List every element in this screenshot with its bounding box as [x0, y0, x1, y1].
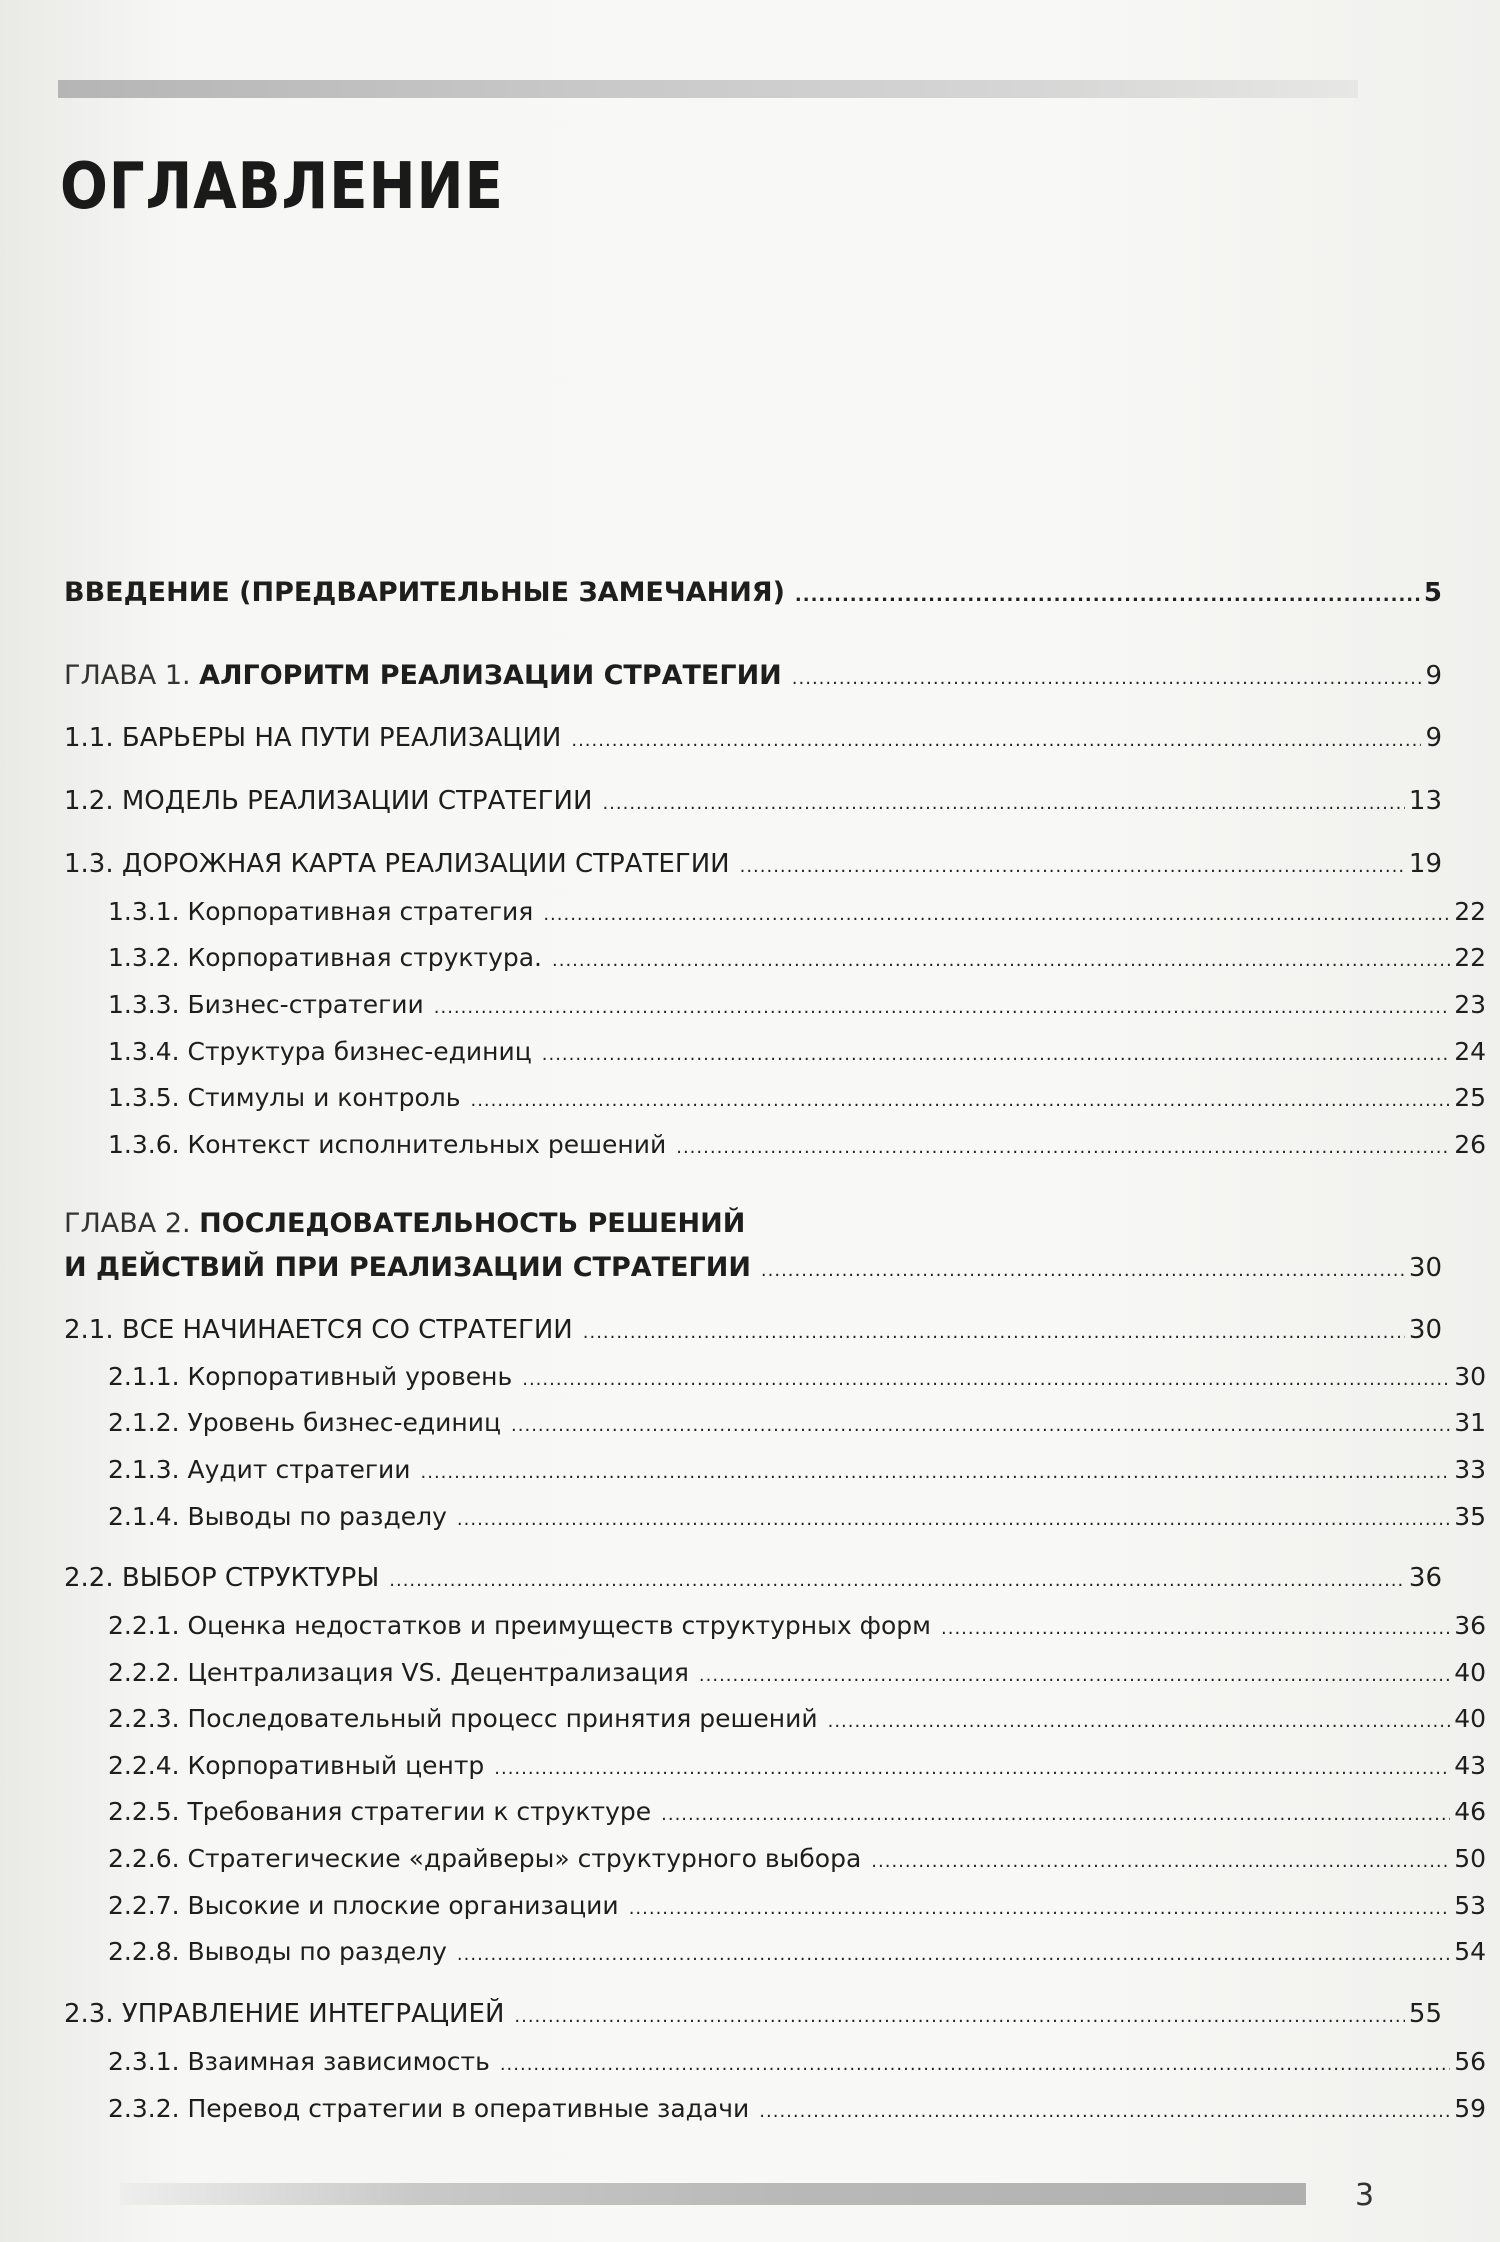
- toc-entry-title: 2.1.4. Выводы по разделу: [108, 1502, 447, 1531]
- toc-entry-introduction[interactable]: [64, 577, 1442, 608]
- toc-entry-page: 54: [1454, 1937, 1486, 1966]
- toc-entry-section[interactable]: [64, 1999, 1442, 2029]
- toc-entry-subsection[interactable]: [108, 1408, 1486, 1437]
- toc-entry-page: 56: [1454, 2047, 1486, 2076]
- toc-entry-page: 22: [1454, 943, 1486, 972]
- leader-dots: [421, 1462, 1451, 1483]
- chapter-prefix: ГЛАВА 1.: [64, 660, 191, 691]
- toc-entry-title: 1.3.5. Стимулы и контроль: [108, 1083, 461, 1112]
- footer-decorative-bar: [120, 2183, 1306, 2205]
- toc-entry-page: 46: [1454, 1797, 1486, 1826]
- toc-entry-title: 1.3.2. Корпоративная структура.: [108, 943, 543, 972]
- toc-entry-page: 33: [1454, 1455, 1486, 1484]
- toc-entry-section[interactable]: [64, 723, 1442, 753]
- leader-dots: [470, 1090, 1450, 1111]
- leader-dots: [511, 1415, 1450, 1436]
- toc-entry-title: 1.1. БАРЬЕРЫ НА ПУТИ РЕАЛИЗАЦИИ: [64, 723, 562, 753]
- toc-entry-chapter-1[interactable]: [64, 660, 1442, 691]
- page-title: ОГЛАВЛЕНИЕ: [60, 150, 504, 224]
- leader-dots: [941, 1618, 1450, 1639]
- toc-entry-subsection[interactable]: [108, 1797, 1486, 1826]
- toc-entry-title: 2.3.1. Взаимная зависимость: [108, 2047, 490, 2076]
- toc-entry-page: 30: [1408, 1315, 1442, 1345]
- toc-entry-page: 25: [1454, 1083, 1486, 1112]
- toc-entry-page: 22: [1454, 897, 1486, 926]
- leader-dots: [629, 1898, 1451, 1919]
- toc-entry-title: 2.2.2. Централизация VS. Децентрализация: [108, 1658, 689, 1687]
- leader-dots: [543, 904, 1450, 925]
- toc-entry-title: 2.2.6. Стратегические «драйверы» структурного выбора: [108, 1844, 862, 1873]
- toc-entry-subsection[interactable]: [108, 1611, 1486, 1640]
- toc-entry-title: 1.3.4. Структура бизнес-единиц: [108, 1037, 532, 1066]
- leader-dots: [571, 730, 1421, 751]
- toc-entry-page: 40: [1454, 1658, 1486, 1687]
- leader-dots: [676, 1137, 1450, 1158]
- toc-entry-title: 2.1.3. Аудит стратегии: [108, 1455, 411, 1484]
- toc-entry-page: 30: [1454, 1362, 1486, 1391]
- toc-entry-page: 9: [1425, 661, 1442, 691]
- toc-entry-page: 59: [1454, 2094, 1486, 2123]
- leader-dots: [542, 1044, 1450, 1065]
- toc-entry-title: 2.2.4. Корпоративный центр: [108, 1751, 485, 1780]
- toc-entry-title: 1.3.1. Корпоративная стратегия: [108, 897, 534, 926]
- toc-entry-subsection[interactable]: [108, 1704, 1486, 1733]
- toc-entry-page: 43: [1454, 1751, 1486, 1780]
- toc-entry-page: 55: [1408, 1999, 1442, 2029]
- toc-entry-subsection[interactable]: [108, 1455, 1486, 1484]
- toc-entry-title: 1.2. МОДЕЛЬ РЕАЛИЗАЦИИ СТРАТЕГИИ: [64, 786, 593, 816]
- toc-entry-title: 2.2.3. Последовательный процесс принятия решений: [108, 1704, 818, 1733]
- toc-entry-subsection[interactable]: [108, 990, 1486, 1019]
- toc-entry-title: 1.3. ДОРОЖНАЯ КАРТА РЕАЛИЗАЦИИ СТРАТЕГИИ: [64, 849, 730, 879]
- toc-entry-page: 23: [1454, 990, 1486, 1019]
- toc-entry-title: 2.2.8. Выводы по разделу: [108, 1937, 447, 1966]
- leader-dots: [792, 668, 1422, 689]
- toc-entry-subsection[interactable]: [108, 1844, 1486, 1873]
- toc-entry-title: ВВЕДЕНИЕ (ПРЕДВАРИТЕЛЬНЫЕ ЗАМЕЧАНИЯ): [64, 577, 785, 608]
- toc-entry-subsection[interactable]: [108, 1037, 1486, 1066]
- leader-dots: [457, 1944, 1450, 1965]
- leader-dots: [552, 950, 1450, 971]
- toc-entry-section[interactable]: [64, 1315, 1442, 1345]
- toc-entry-page: 30: [1408, 1253, 1442, 1283]
- toc-entry-title: 2.3.2. Перевод стратегии в оперативные задачи: [108, 2094, 750, 2123]
- leader-dots: [514, 2006, 1405, 2027]
- leader-dots: [759, 2101, 1450, 2122]
- toc-entry-subsection[interactable]: [108, 1891, 1486, 1920]
- toc-entry-page: 50: [1454, 1844, 1486, 1873]
- toc-entry-page: 31: [1454, 1408, 1486, 1437]
- toc-entry-subsection[interactable]: [108, 1083, 1486, 1112]
- toc-entry-section[interactable]: [64, 849, 1442, 879]
- toc-entry-title: 2.2.7. Высокие и плоские организации: [108, 1891, 619, 1920]
- toc-entry-title: 1.3.3. Бизнес-стратегии: [108, 990, 424, 1019]
- leader-dots: [457, 1509, 1450, 1530]
- chapter-title: АЛГОРИТМ РЕАЛИЗАЦИИ СТРАТЕГИИ: [199, 660, 782, 691]
- toc-entry-page: 13: [1408, 786, 1442, 816]
- toc-entry-page: 26: [1454, 1130, 1486, 1159]
- toc-entry-page: 36: [1454, 1611, 1486, 1640]
- toc-entry-chapter-2-line1: [64, 1208, 745, 1239]
- toc-entry-title: 2.1.1. Корпоративный уровень: [108, 1362, 513, 1391]
- leader-dots: [602, 793, 1404, 814]
- toc-entry-title: 2.2. ВЫБОР СТРУКТУРЫ: [64, 1563, 380, 1593]
- toc-entry-page: 36: [1408, 1563, 1442, 1593]
- chapter-prefix: ГЛАВА 2.: [64, 1208, 191, 1239]
- leader-dots: [434, 997, 1450, 1018]
- toc-entry-page: 35: [1454, 1502, 1486, 1531]
- leader-dots: [828, 1711, 1451, 1732]
- toc-entry-title: [64, 660, 782, 691]
- toc-entry-section[interactable]: [64, 786, 1442, 816]
- toc-entry-section[interactable]: [64, 1563, 1442, 1593]
- leader-dots: [871, 1851, 1450, 1872]
- toc-entry-title: 2.3. УПРАВЛЕНИЕ ИНТЕГРАЦИЕЙ: [64, 1999, 505, 2029]
- leader-dots: [740, 856, 1405, 877]
- toc-entry-subsection[interactable]: [108, 1362, 1486, 1391]
- toc-entry-subsection[interactable]: [108, 1502, 1486, 1531]
- leader-dots: [522, 1369, 1450, 1390]
- toc-entry-title: 2.1. ВСЕ НАЧИНАЕТСЯ СО СТРАТЕГИИ: [64, 1315, 573, 1345]
- leader-dots: [389, 1570, 1405, 1591]
- page-number: 3: [1355, 2178, 1375, 2213]
- leader-dots: [795, 585, 1420, 606]
- toc-entry-chapter-2[interactable]: [64, 1252, 1442, 1283]
- toc-entry-subsection[interactable]: [108, 897, 1486, 926]
- chapter-title-line2: И ДЕЙСТВИЙ ПРИ РЕАЛИЗАЦИИ СТРАТЕГИИ: [64, 1252, 751, 1283]
- toc-entry-title: 2.1.2. Уровень бизнес-единиц: [108, 1408, 502, 1437]
- leader-dots: [761, 1260, 1405, 1281]
- toc-entry-page: 9: [1425, 723, 1442, 753]
- toc-entry-page: 24: [1454, 1037, 1486, 1066]
- toc-entry-title: 2.2.1. Оценка недостатков и преимуществ структурных форм: [108, 1611, 931, 1640]
- toc-entry-page: 5: [1423, 578, 1442, 608]
- toc-entry-subsection[interactable]: [108, 1130, 1486, 1159]
- toc-entry-subsection[interactable]: [108, 1658, 1486, 1687]
- toc-entry-page: 40: [1454, 1704, 1486, 1733]
- toc-entry-title: 1.3.6. Контекст исполнительных решений: [108, 1130, 667, 1159]
- leader-dots: [583, 1322, 1405, 1343]
- toc-entry-subsection[interactable]: [108, 2094, 1486, 2123]
- chapter-title-line1: ПОСЛЕДОВАТЕЛЬНОСТЬ РЕШЕНИЙ: [199, 1208, 746, 1239]
- toc-entry-subsection[interactable]: [108, 1937, 1486, 1966]
- toc-entry-subsection[interactable]: [108, 2047, 1486, 2076]
- toc-entry-subsection[interactable]: [108, 1751, 1486, 1780]
- leader-dots: [699, 1665, 1450, 1686]
- toc-entry-subsection[interactable]: [108, 943, 1486, 972]
- toc-entry-title: 2.2.5. Требования стратегии к структуре: [108, 1797, 652, 1826]
- leader-dots: [661, 1804, 1450, 1825]
- toc-entry-page: 53: [1454, 1891, 1486, 1920]
- toc-entry-page: 19: [1408, 849, 1442, 879]
- leader-dots: [494, 1758, 1450, 1779]
- leader-dots: [500, 2054, 1450, 2075]
